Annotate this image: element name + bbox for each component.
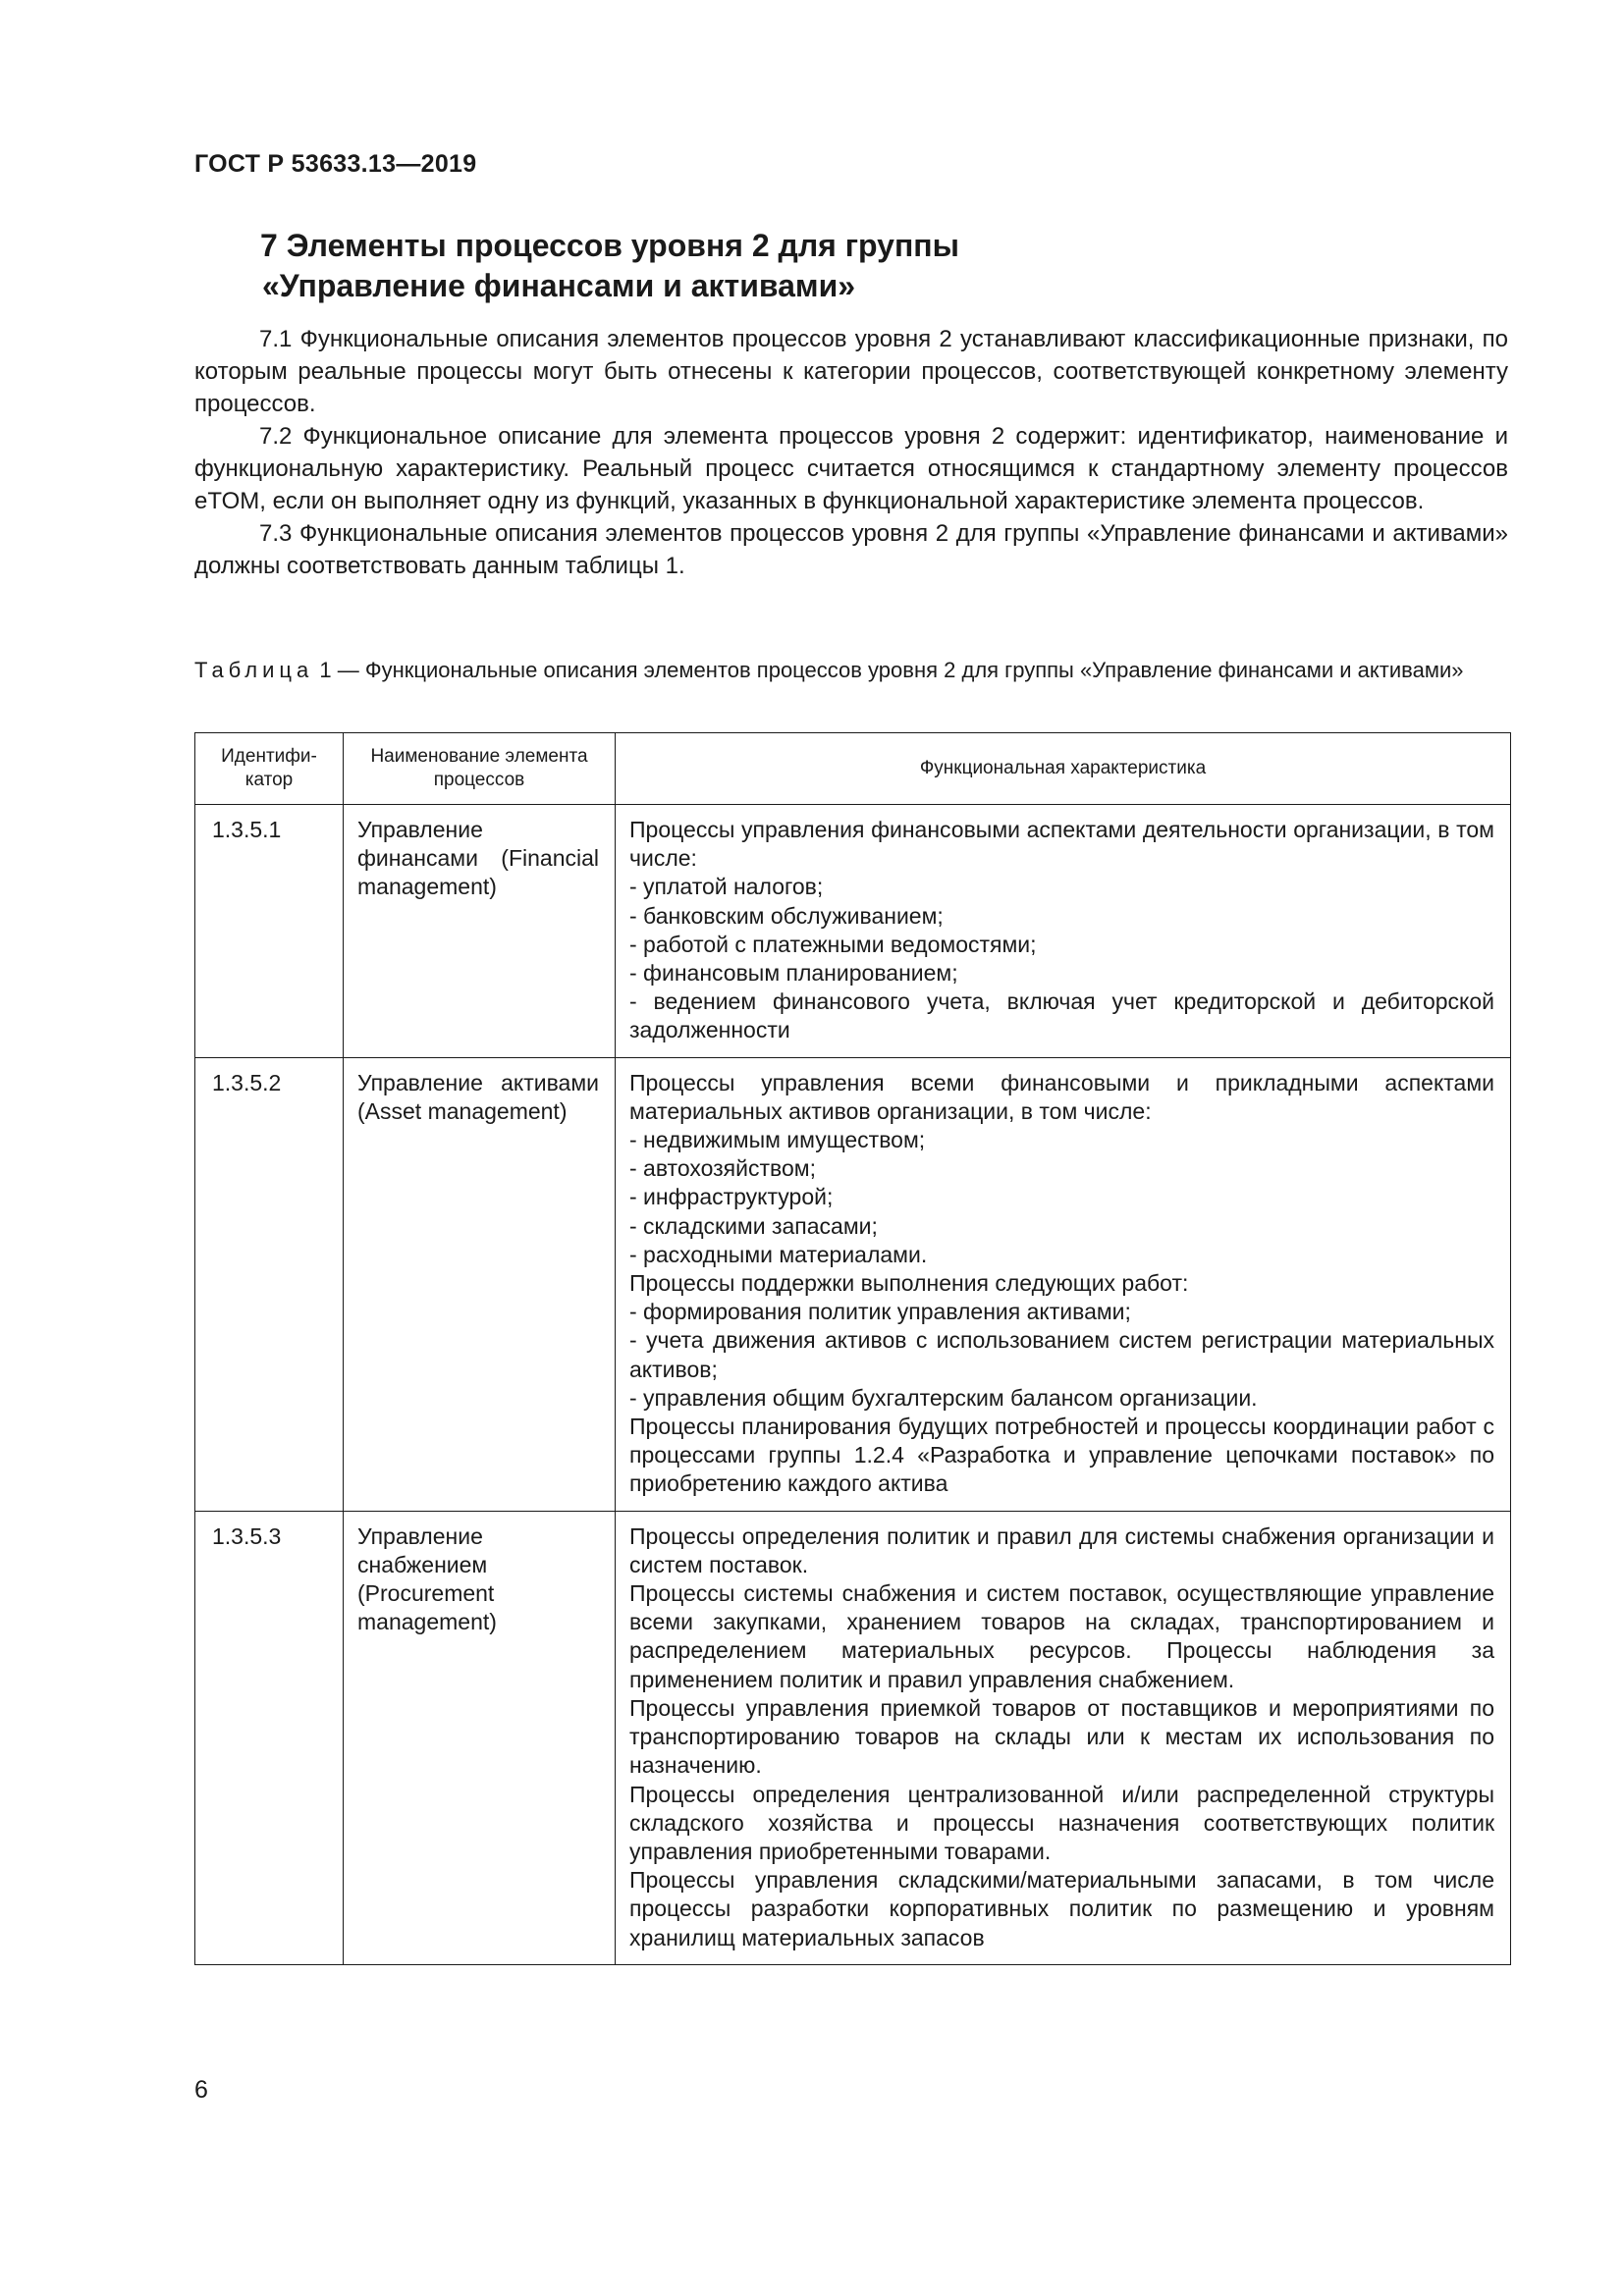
description-line: - недвижимым имуществом; <box>629 1127 926 1153</box>
row-identifier: 1.3.5.1 <box>195 805 344 1058</box>
description-line: - инфраструктурой; <box>629 1184 834 1210</box>
description-line: Процессы управления складскими/материальными запасами, в том числе процессы разработки корпоративных политик по размещению и уровням хранилищ материальных запасов <box>629 1867 1494 1950</box>
description-line: Процессы управления финансовыми аспектами деятельности организации, в том числе: <box>629 817 1494 872</box>
paragraph-7-3: 7.3 Функциональные описания элементов процессов уровня 2 для группы «Управление финансами и активами» должны соответствовать данным таблицы 1. <box>194 520 1508 579</box>
table-caption-lead: Таблица <box>194 658 314 682</box>
process-elements-table <box>194 732 1511 1965</box>
header-element-name: Наименование элемента процессов <box>344 733 616 805</box>
section-body <box>194 323 1508 582</box>
standard-header: ГОСТ Р 53633.13—2019 <box>194 150 477 178</box>
row-description <box>616 805 1511 1058</box>
section-title-line-2: «Управление финансами и активами» <box>262 268 856 303</box>
row-description <box>616 1511 1511 1964</box>
description-line: - уплатой налогов; <box>629 874 824 900</box>
table-row <box>195 1057 1511 1511</box>
paragraph-7-1: 7.1 Функциональные описания элементов процессов уровня 2 устанавливают классификационные признаки, по которым реальные процессы могут быть отнесены к категории процессов, соответствующей конкретному элементу процессов. <box>194 326 1508 417</box>
section-title-line-1: 7 Элементы процессов уровня 2 для группы <box>260 228 959 263</box>
description-line: Процессы управления всеми финансовыми и прикладными аспектами материальных активов организации, в том числе: <box>629 1069 1494 1124</box>
description-line: Процессы системы снабжения и систем поставок, осуществляющие управление всеми закупками, хранением товаров на складах, транспортированием и распределением материальных ресурсов. Процессы наблюдения за применением политик и правил управления снабжением. <box>629 1580 1494 1692</box>
header-identifier: Идентифи-катор <box>195 733 344 805</box>
page-number: 6 <box>194 2076 208 2104</box>
description-line: - банковским обслуживанием; <box>629 902 944 929</box>
description-line: - управления общим бухгалтерским балансом организации. <box>629 1384 1258 1411</box>
table-row <box>195 805 1511 1058</box>
description-line: - расходными материалами. <box>629 1241 928 1267</box>
table-header-row <box>195 733 1511 805</box>
description-line: - складскими запасами; <box>629 1212 878 1239</box>
paragraph-7-2: 7.2 Функциональное описание для элемента процессов уровня 2 содержит: идентификатор, наименование и функциональную характеристику. Реальный процесс считается относящимся к стандартному элементу процессов eTOM, если он выполняет одну из функций, указанных в функциональной характеристике элемента процессов. <box>194 423 1508 514</box>
row-element-name: Управление финансами (Financial management) <box>344 805 616 1058</box>
description-line: Процессы планирования будущих потребностей и процессы координации работ с процессами группы 1.2.4 «Разработка и управление цепочками поставок» по приобретению каждого актива <box>629 1414 1494 1497</box>
table-caption-text: 1 — Функциональные описания элементов процессов уровня 2 для группы «Управление финансами и активами» <box>319 658 1464 682</box>
row-identifier: 1.3.5.2 <box>195 1057 344 1511</box>
table-caption <box>194 656 1508 685</box>
row-identifier: 1.3.5.3 <box>195 1511 344 1964</box>
description-line: Процессы определения политик и правил для системы снабжения организации и систем поставок. <box>629 1522 1494 1577</box>
row-element-name: Управление активами (Asset management) <box>344 1057 616 1511</box>
section-title <box>260 226 1537 306</box>
row-description <box>616 1057 1511 1511</box>
description-line: Процессы управления приемкой товаров от поставщиков и мероприятиями по транспортированию товаров на склады или к местам их использования по назначению. <box>629 1694 1494 1779</box>
header-functional-description: Функциональная характеристика <box>616 733 1511 805</box>
description-line: - финансовым планированием; <box>629 960 958 987</box>
description-line: - автохозяйством; <box>629 1155 816 1182</box>
description-line: - формирования политик управления активами; <box>629 1299 1131 1325</box>
row-element-name: Управление снабжением (Procurement management) <box>344 1511 616 1964</box>
table-row <box>195 1511 1511 1964</box>
description-line: - ведением финансового учета, включая учет кредиторской и дебиторской задолженности <box>629 988 1494 1043</box>
description-line: - работой с платежными ведомостями; <box>629 931 1037 957</box>
description-line: Процессы определения централизованной и/или распределенной структуры складского хозяйства и процессы назначения соответствующих политик управления приобретенными товарами. <box>629 1781 1494 1864</box>
description-line: Процессы поддержки выполнения следующих работ: <box>629 1270 1189 1297</box>
description-line: - учета движения активов с использованием систем регистрации материальных активов; <box>629 1327 1494 1382</box>
